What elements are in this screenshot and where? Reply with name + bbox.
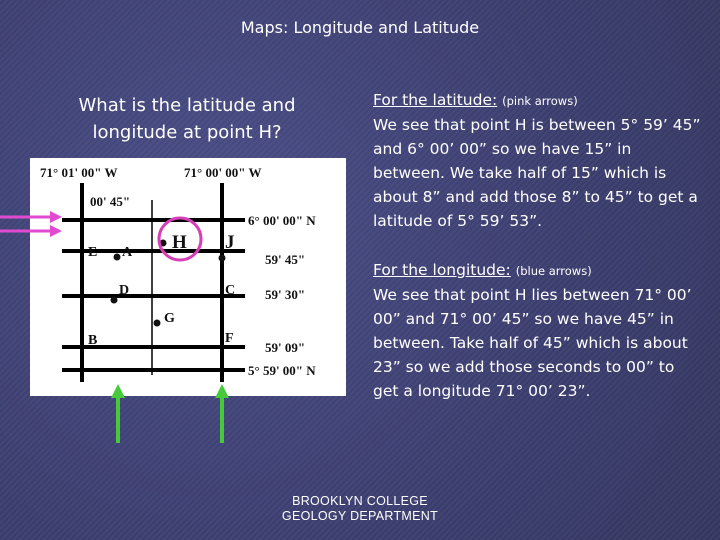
lat-label-6-00-00: 6° 00' 00" N (248, 213, 316, 228)
green-arrows (111, 384, 229, 443)
point-h-label: H (172, 232, 187, 253)
green-arrow-head-1 (111, 384, 125, 398)
lat-label-59-45: 59' 45" (265, 252, 306, 267)
footer-line-2: GEOLOGY DEPARTMENT (281, 509, 439, 523)
point-g-dot (154, 320, 161, 327)
longitude-explanation (373, 258, 703, 403)
point-f-label: F (225, 331, 234, 346)
latitude-heading: For the latitude: (373, 91, 498, 109)
latitude-note: (pink arrows) (502, 94, 578, 108)
point-a-label: A (122, 245, 133, 260)
latitude-body: We see that point H is between 5° 59’ 45” and 6° 00’ 00” so we have 15” in between. We take half of 15” which is about 8” and add those 8” to 45” to get a latitude of 5° 59’ 53”. (373, 116, 701, 230)
point-a-dot (114, 254, 121, 261)
lat-label-59-09: 59' 09" (265, 340, 306, 355)
longitude-note: (blue arrows) (515, 264, 592, 278)
point-d-dot (111, 297, 118, 304)
lon-label-71-01: 71° 01' 00" W (40, 165, 118, 180)
green-arrow-head-2 (215, 384, 229, 398)
point-j-label: J (225, 232, 235, 253)
lon-label-00-45: 00' 45" (90, 194, 131, 209)
point-j-dot (219, 255, 226, 262)
slide-title: Maps: Longitude and Latitude (240, 18, 480, 37)
longitude-body: We see that point H lies between 71° 00’ 00” and 71° 00’ 45” so we have 45” in between. Take half of 45” which is about 23” so we add those seconds to 00” to get a longitude 71° 00’ 23”. (373, 286, 692, 400)
lat-label-5-59-00: 5° 59' 00" N (248, 363, 316, 378)
pink-arrows (0, 211, 62, 237)
pink-arrow-head-2 (50, 225, 62, 237)
point-c-label: C (225, 283, 236, 298)
map-figure (0, 150, 360, 450)
question-text: What is the latitude and longitude at point H? (78, 95, 296, 143)
map-grid-svg (0, 150, 360, 450)
point-d-label: D (119, 283, 130, 298)
footer (250, 494, 470, 524)
lat-label-59-30: 59' 30" (265, 287, 306, 302)
lon-label-71-00: 71° 00' 00" W (184, 165, 262, 180)
longitude-heading: For the longitude: (373, 261, 511, 279)
footer-line-1: BROOKLYN COLLEGE (292, 494, 428, 508)
point-e-label: E (88, 245, 98, 260)
latitude-explanation (373, 88, 703, 233)
point-b-label: B (88, 333, 98, 348)
point-g-label: G (164, 311, 175, 326)
pink-arrow-head-1 (50, 211, 62, 223)
